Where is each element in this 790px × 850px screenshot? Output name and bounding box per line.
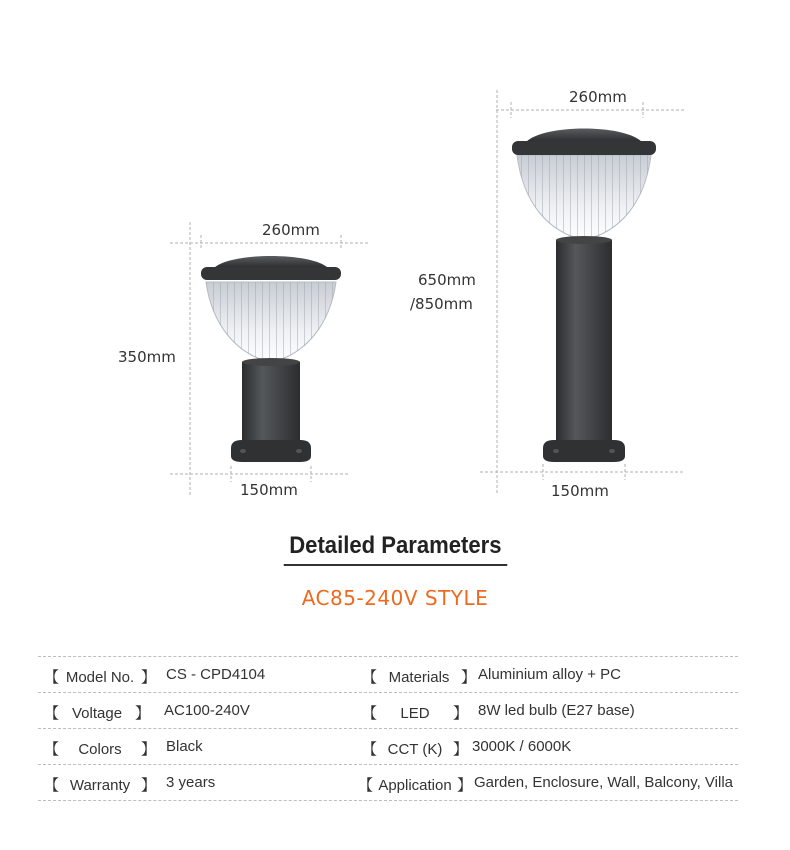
large-lamp xyxy=(512,129,656,463)
small-lamp-height: 350mm xyxy=(118,348,176,366)
param-label xyxy=(358,774,472,795)
bracket-close: 】 xyxy=(453,705,469,722)
param-label-text: Colors xyxy=(78,741,122,758)
bracket-open: 【 xyxy=(362,669,378,686)
voltage-style-subtitle: AC85-240V STYLE xyxy=(301,586,489,610)
table-row xyxy=(38,728,738,764)
large-lamp-height-line1: 650mm xyxy=(418,271,476,289)
param-label xyxy=(362,666,476,687)
bracket-open: 【 xyxy=(362,705,378,722)
bracket-open: 【 xyxy=(44,669,60,686)
param-label xyxy=(44,702,150,723)
param-value: Aluminium alloy + PC xyxy=(478,666,621,683)
param-value: 3 years xyxy=(166,774,216,791)
table-row xyxy=(38,656,738,692)
bracket-open: 【 xyxy=(362,741,378,758)
param-label-text: CCT (K) xyxy=(387,741,443,758)
small-lamp-base-width: 150mm xyxy=(240,481,298,499)
param-label-text: Application xyxy=(378,777,452,794)
large-lamp-top-width: 260mm xyxy=(569,88,627,106)
param-label-text: Model No. xyxy=(65,669,135,686)
bracket-close: 】 xyxy=(141,777,157,794)
param-label-text: LED xyxy=(400,705,430,722)
param-value: AC100-240V xyxy=(164,702,250,719)
small-lamp xyxy=(201,256,341,462)
param-label xyxy=(44,738,156,759)
bracket-open: 【 xyxy=(358,777,374,794)
small-lamp-top-width: 260mm xyxy=(262,221,320,239)
bracket-close: 】 xyxy=(457,777,473,794)
param-label-text: Voltage xyxy=(71,705,123,722)
param-label-text: Materials xyxy=(388,669,450,686)
table-row xyxy=(38,692,738,728)
bracket-close: 】 xyxy=(453,741,469,758)
param-label xyxy=(362,702,468,723)
param-value: 8W led bulb (E27 base) xyxy=(478,702,635,719)
param-label xyxy=(44,666,156,687)
param-label-text: Warranty xyxy=(69,777,131,794)
parameters-table xyxy=(38,656,738,801)
bracket-close: 】 xyxy=(135,705,151,722)
large-lamp-height-line2: /850mm xyxy=(410,295,473,313)
param-value: Black xyxy=(166,738,203,755)
bracket-open: 【 xyxy=(44,705,60,722)
param-label xyxy=(44,774,156,795)
param-value: Garden, Enclosure, Wall, Balcony, Villa xyxy=(474,774,734,791)
bracket-open: 【 xyxy=(44,777,60,794)
bracket-close: 】 xyxy=(141,741,157,758)
bracket-close: 】 xyxy=(141,669,157,686)
title-container xyxy=(0,532,790,566)
bracket-open: 【 xyxy=(44,741,60,758)
param-value: CS - CPD4104 xyxy=(166,666,266,683)
large-lamp-base-width: 150mm xyxy=(551,482,609,500)
table-row xyxy=(38,764,738,801)
bracket-close: 】 xyxy=(461,669,477,686)
param-label xyxy=(362,738,468,759)
param-value: 3000K / 6000K xyxy=(472,738,572,755)
page-title: Detailed Parameters xyxy=(283,532,506,566)
